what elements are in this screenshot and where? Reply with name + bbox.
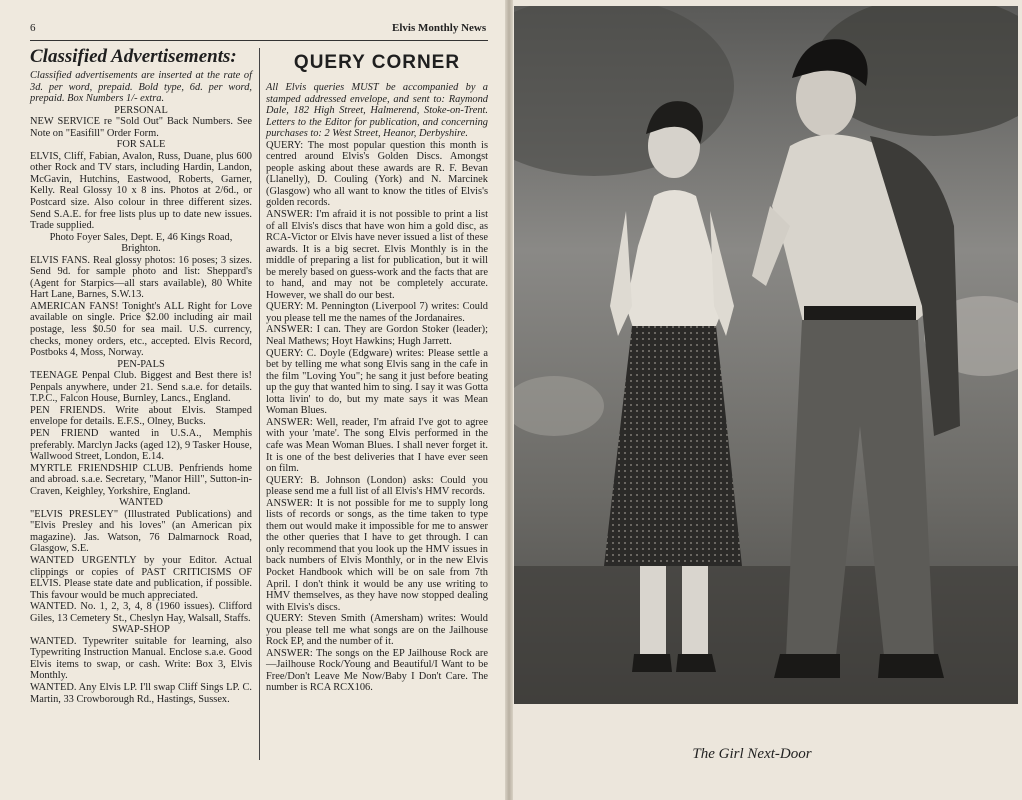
ad-item: AMERICAN FANS! Tonight's ALL Right for Love available on single. Price $2.00 including air mail postage, less $0.50 for sea mail. U.S. currency, checks, money orders, etc., accepted. Elvis Record, Postboks 4, Moss, Norway.: [30, 300, 252, 359]
ad-item: MYRTLE FRIENDSHIP CLUB. Penfriends home and abroad. s.a.e. Secretary, "Manor Hill", Sutton-in-Craven, Keighley, Yorkshire, England.: [30, 462, 252, 497]
section-heading: PEN-PALS: [117, 358, 165, 370]
answer-paragraph: ANSWER: I'm afraid it is not possible to print a list of all Elvis's discs that have won him a gold disc, as RCA-Victor or Elvis have never issued a list of these awards. It is a big secret. Elvis Monthly is in the middle of preparing a list for publication, but it will be merely based on guess-work and the facts that are to hand, and may not be completely accurate. However, we shall do our best.: [266, 209, 488, 301]
ad-item: WANTED. No. 1, 2, 3, 4, 8 (1960 issues). Clifford Giles, 13 Cemetery St., Cheslyn Hay, Walsall, Staffs.: [30, 601, 252, 624]
column-divider: [259, 48, 260, 760]
answer-paragraph: ANSWER: Well, reader, I'm afraid I've got to agree with your 'mate'. The song Elvis performed in the cafe was Mean Woman Blues. I shall never forget it. It is one of the best deliveries that I have ever seen on film.: [266, 416, 488, 475]
section-heading: PERSONAL: [114, 104, 168, 116]
photo-caption: The Girl Next-Door: [692, 746, 812, 762]
query-paragraph: QUERY: B. Johnson (London) asks: Could you please send me a full list of all Elvis's HMV records.: [266, 474, 488, 498]
ad-item: NEW SERVICE re "Sold Out" Back Numbers. See Note on "Easifill" Order Form.: [30, 116, 252, 139]
photo-couple: [514, 6, 1018, 704]
running-head: Elvis Monthly News: [392, 22, 487, 34]
section-heading: SWAP-SHOP: [112, 624, 170, 636]
ad-item: TEENAGE Penpal Club. Biggest and Best there is! Penpals anywhere, under 21. Send s.a.e. for details. T.P.C., Falcon House, Burnley, Lancs., England.: [30, 370, 252, 405]
section-heading: WANTED: [119, 497, 163, 509]
answer-paragraph: ANSWER: It is not possible for me to supply long lists of records or songs, as the time taken to type them out would make it impossible for me to answer the other queries that I have to get through. I can only recommend that you look up the HMV issues in back numbers of Elvis Monthly, or in the new Elvis Pocket Handbook which will be on sale from 7th April. I don't think it would be any use writing to HMV themselves, as they have now stopped dealing with Elvis's discs.: [266, 497, 488, 613]
ad-item: WANTED URGENTLY by your Editor. Actual clippings or copies of PAST CRITICISMS OF ELVIS. Please state date and publication, if possible. This favour would be much appreciated.: [30, 554, 252, 601]
classified-sections: [30, 105, 252, 705]
ad-item: PEN FRIENDS. Write about Elvis. Stamped envelope for details. E.F.S., Olney, Bucks.: [30, 404, 252, 428]
page-number: 6: [30, 22, 36, 34]
query-corner-title: QUERY CORNER: [293, 52, 461, 73]
ad-item: Photo Foyer Sales, Dept. E, 46 Kings Road, Brighton.: [49, 231, 233, 255]
query-corner-column: [266, 46, 488, 694]
header-rule: [30, 40, 488, 41]
classified-title: Classified Advertisements:: [30, 46, 237, 67]
answer-paragraph: ANSWER: The songs on the EP Jailhouse Rock are—Jailhouse Rock/Young and Beautiful/I Want to be Free/Don't Leave Me Now/Baby I Don't Care. The number is RCA RCX106.: [266, 647, 488, 694]
ad-item: ELVIS, Cliff, Fabian, Avalon, Russ, Duane, plus 600 other Rock and TV stars, including Hardin, Landon, McGavin, Hutchins, Eastwood, Roberts, Garner, Kelly. Real Glossy 10 x 8 ins. Photos at 2/6d., or Postcard size. Also colour in three different sizes. Send S.A.E. for free lists plus up to date new issues. Trade supplied.: [30, 150, 252, 232]
spine-gutter: [505, 0, 513, 800]
classified-intro: Classified advertisements are inserted at the rate of 3d. per word, prepaid. Bold type, 6d. per word, prepaid. Box Numbers 1/- extra.: [30, 70, 252, 105]
ad-item: WANTED. Typewriter suitable for learning, also Typewriting Instruction Manual. Enclose s.a.e. Good Elvis items to swap, or cash. Write: Box 3, Elvis Monthly.: [30, 635, 252, 682]
query-paragraph: QUERY: C. Doyle (Edgware) writes: Please settle a bet by telling me what song Elvis sang in the cafe in the film "Loving You"; he sang it just before beating up the guy that wanted him to sing. I say it was Gotta lotta livin' to do, but my mate says it was Mean Woman Blues.: [266, 347, 488, 417]
ad-item: "ELVIS PRESLEY" (Illustrated Publications) and "Elvis Presley and his loves" (an American pix magazine). Jas. Watson, 76 Dalmarnock Road, Glasgow, S.E.: [30, 508, 252, 555]
query-paragraph: QUERY: The most popular question this month is centred around Elvis's Golden Discs. Amongst people asking about these awards are R. F. Bevan (Llanelly), D. Couling (York) and N. Marcinek (Glasgow) who all want to know the titles of Elvis's golden records.: [266, 139, 488, 209]
query-corner-intro: All Elvis queries MUST be accompanied by a stamped addressed envelope, and sent to: Raymond Dale, 182 High Street, Halmerend, Stoke-on-Trent. Letters to the Editor for publication, and concerning purchases to: 2 West Street, Heanor, Derbyshire.: [266, 82, 488, 140]
query-paragraph: QUERY: Steven Smith (Amersham) writes: Would you please tell me what songs are on the Jailhouse Rock EP, and the number of it.: [266, 613, 488, 648]
ad-item: ELVIS FANS. Real glossy photos: 16 poses; 3 sizes. Send 9d. for sample photo and list: Sheppard's (Agent for Starpics—all stars available), 80 White Hart Lane, Barnes, S.W.13.: [30, 254, 252, 301]
ad-item: PEN FRIEND wanted in U.S.A., Memphis preferably. Marclyn Jacks (aged 12), 9 Tasker House, Wallwood Street, London, E.14.: [30, 427, 252, 463]
answer-paragraph: ANSWER: I can. They are Gordon Stoker (leader); Neal Mathews; Hoyt Hawkins; Hugh Jarrett.: [266, 324, 488, 348]
ad-item: WANTED. Any Elvis LP. I'll swap Cliff Sings LP. C. Martin, 33 Crowborough Rd., Hastings, Sussex.: [30, 681, 252, 705]
query-paragraph: QUERY: M. Pennington (Liverpool 7) writes: Could you please tell me the names of the Jordanaires.: [266, 301, 488, 324]
section-heading: FOR SALE: [116, 139, 166, 151]
classified-column: [30, 46, 252, 705]
